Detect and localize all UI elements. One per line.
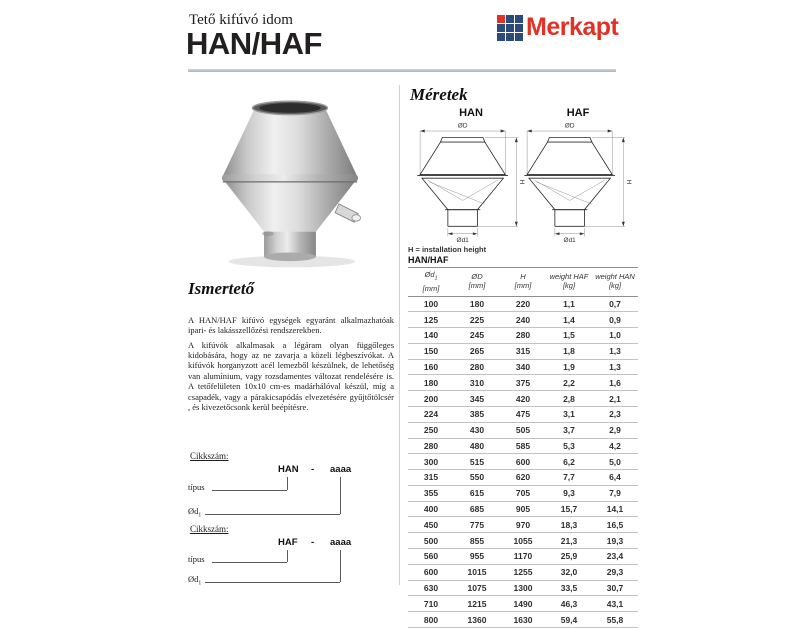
table-row [408, 470, 638, 486]
table-cell: 505 [500, 422, 546, 438]
brand-grid-icon [497, 15, 523, 41]
type-connector-v-haf [287, 550, 288, 562]
brand-name: Merkapt [526, 13, 619, 41]
table-cell: 46,3 [546, 596, 592, 612]
table-cell: 2,9 [592, 422, 638, 438]
size-table-title: HAN/HAF [408, 255, 449, 265]
table-cell: 2,8 [546, 391, 592, 407]
table-row [408, 596, 638, 612]
table-cell: 100 [408, 296, 454, 312]
table-cell: 19,3 [592, 533, 638, 549]
table-cell: 5,0 [592, 454, 638, 470]
table-cell: 800 [408, 612, 454, 628]
table-cell: 1,3 [592, 359, 638, 375]
table-row [408, 501, 638, 517]
table-cell: 1055 [500, 533, 546, 549]
description-paragraph-1: A HAN/HAF kifúvó egységek egyaránt alkalmazhatóak ipari- és lakásszellőzési rendszerekben. [188, 314, 394, 335]
table-cell: 1630 [500, 612, 546, 628]
table-header: ØD [mm] [454, 268, 500, 297]
table-cell: 59,4 [546, 612, 592, 628]
table-cell: 1255 [500, 564, 546, 580]
table-cell: 7,9 [592, 485, 638, 501]
description-paragraph-2: A kifúvók alkalmasak a légáram olyan függőleges kidobására, hogy az ne zavarja a közeli légbeszívókat. A kifúvók horganyzott acél lemezből készülnek, de lehetőség van alumínium, vagy rozsdamentes változat rendelésére is. A tetőfelületen 10x10 cm-es madárhálóval készül, míg a csapadék, vagy a párakicsapódás elvezetésére gyűjtőtölcsér , és kivezetőcsonk kerül beépítésre. [188, 339, 394, 412]
table-row [408, 343, 638, 359]
table-cell: 30,7 [592, 580, 638, 596]
table-cell: 43,1 [592, 596, 638, 612]
table-cell: 420 [500, 391, 546, 407]
table-cell: 710 [408, 596, 454, 612]
table-cell: 240 [500, 312, 546, 328]
table-cell: 1,0 [592, 328, 638, 344]
table-cell: 245 [454, 328, 500, 344]
diagram-label-han: HAN [459, 107, 483, 119]
table-cell: 615 [454, 485, 500, 501]
table-row [408, 391, 638, 407]
table-cell: 2,1 [592, 391, 638, 407]
table-cell: 385 [454, 406, 500, 422]
table-cell: 2,3 [592, 406, 638, 422]
order-code-dash-haf: - [311, 537, 315, 548]
table-cell: 55,8 [592, 612, 638, 628]
table-cell: 140 [408, 328, 454, 344]
table-cell: 125 [408, 312, 454, 328]
table-cell: 970 [500, 517, 546, 533]
table-cell: 1075 [454, 580, 500, 596]
table-cell: 1,8 [546, 343, 592, 359]
dia-connector-han [205, 514, 340, 515]
table-row [408, 422, 638, 438]
table-cell: 4,2 [592, 438, 638, 454]
type-label-han: típus [188, 482, 205, 492]
table-cell: 855 [454, 533, 500, 549]
table-cell: 550 [454, 470, 500, 486]
table-cell: 345 [454, 391, 500, 407]
table-cell: 265 [454, 343, 500, 359]
svg-text:ØD: ØD [564, 122, 575, 130]
size-table [408, 267, 638, 628]
table-row [408, 312, 638, 328]
table-cell: 1,3 [592, 343, 638, 359]
table-cell: 450 [408, 517, 454, 533]
order-code-digits-han: aaaa [330, 464, 352, 475]
table-header: $Ød_1$ [mm] [408, 268, 454, 297]
table-cell: 475 [500, 406, 546, 422]
page-subtitle: Tető kifúvó idom [189, 12, 293, 28]
svg-text:Ød1: Ød1 [563, 237, 576, 245]
order-code-digits-haf: aaaa [330, 537, 352, 548]
order-code-label-haf: Cikkszám: [190, 524, 229, 534]
section-title-meretek: Méretek [410, 85, 468, 104]
product-photo [193, 87, 385, 271]
table-cell: 1490 [500, 596, 546, 612]
table-cell: 480 [454, 438, 500, 454]
column-divider [399, 85, 400, 585]
table-cell: 600 [500, 454, 546, 470]
type-connector-han [212, 490, 287, 491]
size-table-body [408, 296, 638, 627]
diagram-label-haf: HAF [566, 107, 590, 119]
table-cell: 355 [408, 485, 454, 501]
table-row [408, 454, 638, 470]
table-cell: 280 [500, 328, 546, 344]
table-cell: 200 [408, 391, 454, 407]
table-cell: 220 [500, 296, 546, 312]
table-cell: 3,7 [546, 422, 592, 438]
table-cell: 400 [408, 501, 454, 517]
table-cell: 340 [500, 359, 546, 375]
size-table-header-row [408, 268, 638, 297]
table-cell: 280 [408, 438, 454, 454]
table-row [408, 296, 638, 312]
table-cell: 600 [408, 564, 454, 580]
table-cell: 5,3 [546, 438, 592, 454]
svg-text:H: H [518, 179, 526, 185]
table-cell: 1300 [500, 580, 546, 596]
table-cell: 430 [454, 422, 500, 438]
table-cell: 315 [408, 470, 454, 486]
brand-logo [497, 13, 618, 42]
table-cell: 0,7 [592, 296, 638, 312]
table-cell: 18,3 [546, 517, 592, 533]
table-cell: 1,5 [546, 328, 592, 344]
table-cell: 705 [500, 485, 546, 501]
table-cell: 21,3 [546, 533, 592, 549]
table-cell: 280 [454, 359, 500, 375]
table-cell: 224 [408, 406, 454, 422]
table-cell: 25,9 [546, 549, 592, 565]
table-cell: 315 [500, 343, 546, 359]
type-label-haf: típus [188, 554, 205, 564]
dia-connector-haf [205, 582, 340, 583]
table-cell: 515 [454, 454, 500, 470]
table-cell: 32,0 [546, 564, 592, 580]
table-cell: 585 [500, 438, 546, 454]
table-cell: 560 [408, 549, 454, 565]
table-cell: 9,3 [546, 485, 592, 501]
table-row [408, 485, 638, 501]
table-row [408, 375, 638, 391]
table-row [408, 564, 638, 580]
table-cell: 1,1 [546, 296, 592, 312]
table-cell: 3,1 [546, 406, 592, 422]
table-cell: 33,5 [546, 580, 592, 596]
table-cell: 15,7 [546, 501, 592, 517]
type-connector-haf [212, 562, 287, 563]
table-row [408, 517, 638, 533]
order-code-haf: HAF [278, 537, 298, 548]
dia-connector-v-han [340, 477, 341, 514]
order-code-label-han: Cikkszám: [190, 451, 229, 461]
haf-dimension-diagram [523, 119, 633, 243]
han-dimension-diagram [416, 119, 526, 243]
table-cell: 14,1 [592, 501, 638, 517]
table-cell: 180 [408, 375, 454, 391]
table-header: H [mm] [500, 268, 546, 297]
table-cell: 225 [454, 312, 500, 328]
dia-label-han: $Ød_1$ [188, 506, 202, 519]
table-cell: 180 [454, 296, 500, 312]
table-cell: 1015 [454, 564, 500, 580]
table-cell: 375 [500, 375, 546, 391]
table-header: weight HAF [kg] [546, 268, 592, 297]
table-cell: 6,2 [546, 454, 592, 470]
table-row [408, 359, 638, 375]
table-cell: 150 [408, 343, 454, 359]
table-cell: 2,2 [546, 375, 592, 391]
page-title: HAN/HAF [186, 26, 322, 61]
dia-connector-v-haf [340, 550, 341, 582]
table-cell: 29,3 [592, 564, 638, 580]
table-cell: 955 [454, 549, 500, 565]
table-row [408, 406, 638, 422]
svg-text:ØD: ØD [457, 122, 468, 130]
table-cell: 500 [408, 533, 454, 549]
order-code-han: HAN [278, 464, 299, 475]
table-row [408, 549, 638, 565]
table-cell: 23,4 [592, 549, 638, 565]
header-divider [188, 69, 616, 72]
table-row [408, 533, 638, 549]
table-cell: 1215 [454, 596, 500, 612]
table-cell: 905 [500, 501, 546, 517]
dia-label-haf: $Ød_1$ [188, 574, 202, 587]
table-cell: 310 [454, 375, 500, 391]
svg-text:H: H [625, 179, 633, 185]
table-cell: 300 [408, 454, 454, 470]
svg-text:Ød1: Ød1 [456, 237, 469, 245]
table-cell: 630 [408, 580, 454, 596]
table-cell: 7,7 [546, 470, 592, 486]
table-row [408, 438, 638, 454]
type-connector-v-han [287, 477, 288, 490]
table-row [408, 580, 638, 596]
table-cell: 160 [408, 359, 454, 375]
table-row [408, 328, 638, 344]
table-cell: 1,4 [546, 312, 592, 328]
section-title-ismerteto: Ismertető [188, 279, 255, 298]
table-row [408, 612, 638, 628]
table-cell: 1170 [500, 549, 546, 565]
table-cell: 16,5 [592, 517, 638, 533]
table-cell: 1,6 [592, 375, 638, 391]
table-cell: 1,9 [546, 359, 592, 375]
installation-height-note: H = installation height [408, 245, 487, 254]
table-cell: 775 [454, 517, 500, 533]
table-cell: 620 [500, 470, 546, 486]
table-cell: 250 [408, 422, 454, 438]
table-cell: 6,4 [592, 470, 638, 486]
order-code-dash-han: - [311, 464, 315, 475]
table-cell: 1360 [454, 612, 500, 628]
table-cell: 0,9 [592, 312, 638, 328]
table-cell: 685 [454, 501, 500, 517]
table-header: weight HAN [kg] [592, 268, 638, 297]
